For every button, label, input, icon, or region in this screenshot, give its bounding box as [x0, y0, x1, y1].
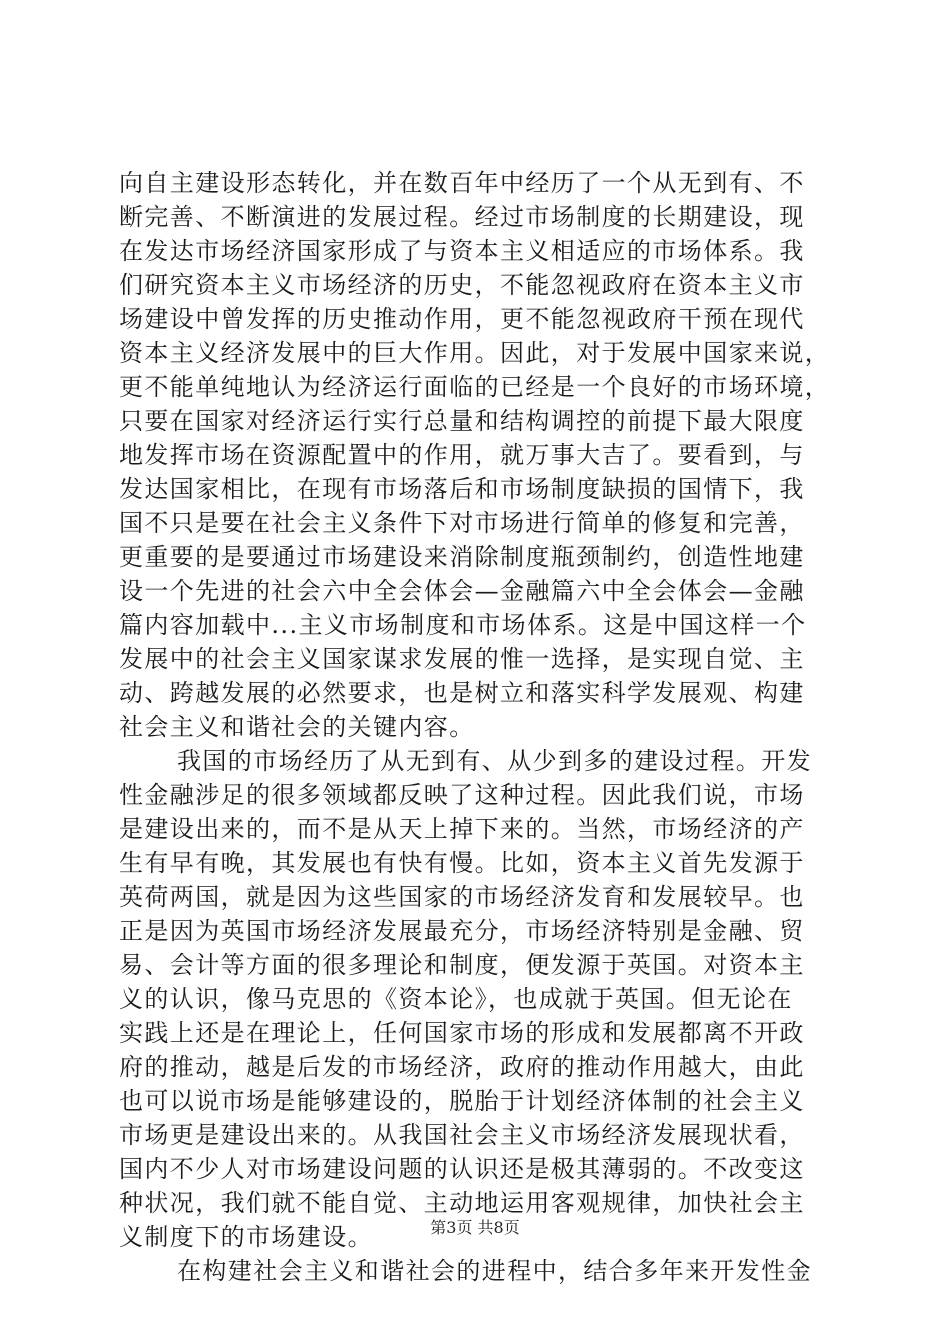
text-line: 国内不少人对市场建设问题的认识还是极其薄弱的。不改变这	[119, 1155, 805, 1183]
text-line: 设一个先进的社会六中全会体会—金融篇六中全会体会—金融	[119, 577, 805, 605]
text-line: 场建设中曾发挥的历史推动作用，更不能忽视政府干预在现代	[119, 305, 805, 333]
text-line: 是建设出来的，而不是从天上掉下来的。当然，市场经济的产	[119, 815, 805, 843]
text-line: 国不只是要在社会主义条件下对市场进行简单的修复和完善，	[119, 509, 805, 537]
document-body	[119, 166, 839, 1288]
text-line: 发展中的社会主义国家谋求发展的惟一选择，是实现自觉、主	[119, 645, 805, 673]
text-line: 在发达市场经济国家形成了与资本主义相适应的市场体系。我	[119, 237, 805, 265]
text-line: 市场更是建设出来的。从我国社会主义市场经济发展现状看，	[119, 1121, 805, 1149]
text-line: 地发挥市场在资源配置中的作用，就万事大吉了。要看到，与	[119, 441, 805, 469]
text-line: 正是因为英国市场经济发展最充分，市场经济特别是金融、贸	[119, 917, 805, 945]
text-line: 生有早有晚，其发展也有快有慢。比如，资本主义首先发源于	[119, 849, 805, 877]
text-line: 义制度下的市场建设。	[119, 1223, 373, 1251]
text-line: 我国的市场经历了从无到有、从少到多的建设过程。开发	[177, 747, 812, 775]
text-line: 性金融涉足的很多领域都反映了这种过程。因此我们说，市场	[119, 781, 805, 809]
text-line: 府的推动，越是后发的市场经济，政府的推动作用越大，由此	[119, 1053, 805, 1081]
page-number: 第3页 共8页	[430, 1218, 520, 1237]
text-line: 社会主义和谐社会的关键内容。	[119, 713, 475, 741]
text-line: 也可以说市场是能够建设的，脱胎于计划经济体制的社会主义	[119, 1087, 805, 1115]
text-line: 动、跨越发展的必然要求，也是树立和落实科学发展观、构建	[119, 679, 805, 707]
text-line: 英荷两国，就是因为这些国家的市场经济发育和发展较早。也	[119, 883, 805, 911]
text-line: 资本主义经济发展中的巨大作用。因此，对于发展中国家来说，	[119, 339, 831, 367]
text-line: 实践上还是在理论上，任何国家市场的形成和发展都离不开政	[119, 1019, 805, 1047]
text-line: 发达国家相比，在现有市场落后和市场制度缺损的国情下，我	[119, 475, 805, 503]
text-line: 断完善、不断演进的发展过程。经过市场制度的长期建设，现	[119, 203, 805, 231]
text-line: 向自主建设形态转化，并在数百年中经历了一个从无到有、不	[119, 169, 805, 197]
text-line: 只要在国家对经济运行实行总量和结构调控的前提下最大限度	[119, 407, 805, 435]
text-line: 易、会计等方面的很多理论和制度，便发源于英国。对资本主	[119, 951, 805, 979]
text-line: 义的认识，像马克思的《资本论》，也成就于英国。但无论在	[119, 985, 793, 1013]
text-line: 在构建社会主义和谐社会的进程中，结合多年来开发性金	[177, 1257, 812, 1285]
text-line: 更重要的是要通过市场建设来消除制度瓶颈制约，创造性地建	[119, 543, 805, 571]
text-line: 们研究资本主义市场经济的历史，不能忽视政府在资本主义市	[119, 271, 805, 299]
text-line: 篇内容加载中...主义市场制度和市场体系。这是中国这样一个	[119, 611, 807, 639]
text-line: 更不能单纯地认为经济运行面临的已经是一个良好的市场环境，	[119, 373, 831, 401]
text-line: 种状况，我们就不能自觉、主动地运用客观规律，加快社会主	[119, 1189, 805, 1217]
